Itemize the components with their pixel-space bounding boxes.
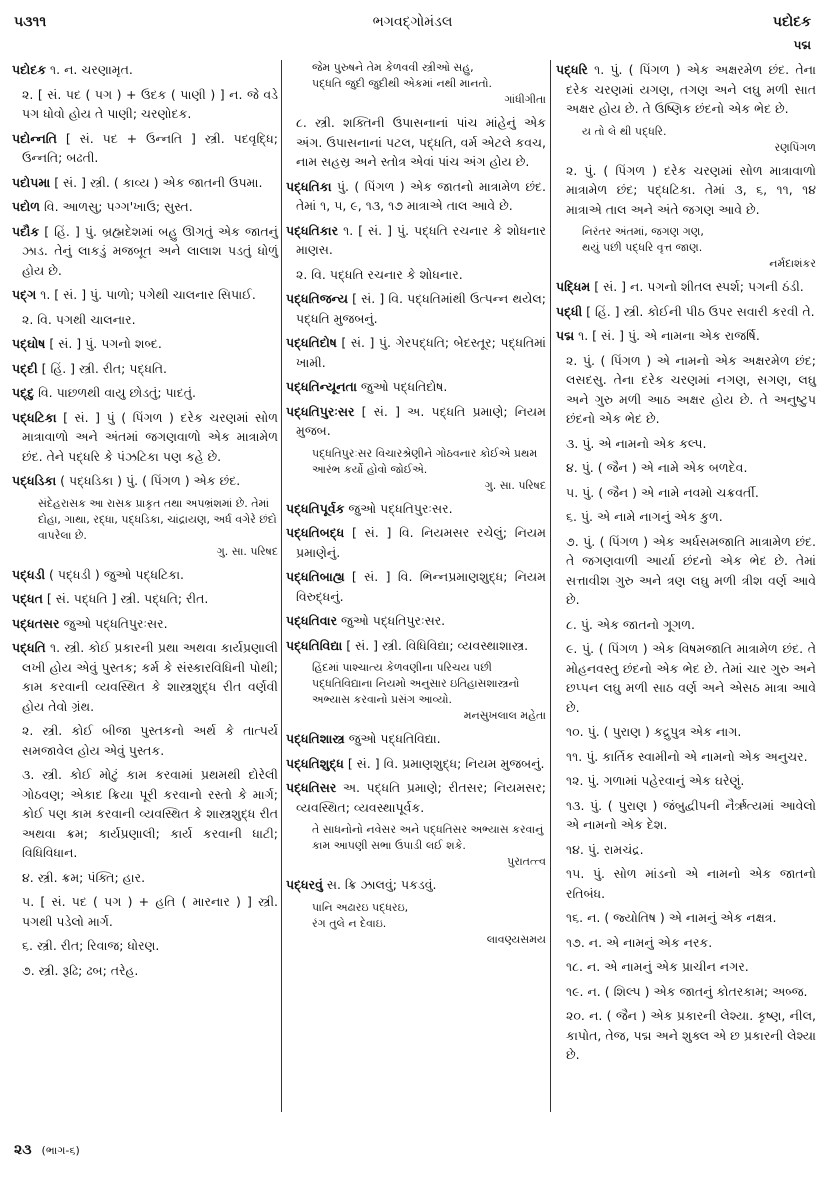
dictionary-entry <box>556 60 816 119</box>
quote-line: સંદેહરાસક આ રાસક પ્રાકૃત તથા અપભ્રંશમાં છે. તેમાં દોહા, ગાથા, રદ્ધા, પદ્ધડિકા, ચાંદ્રાયણ, અર્ધ વગેરે છંદો વાપરેલા છે. <box>38 496 277 542</box>
definition: [ હિં. ] સ્ત્રી. કોઈની પીઠ ઉપર સવારી કરવી તે. <box>582 303 815 319</box>
headword: પદ્ધત <box>12 591 43 606</box>
quote-source: મનસુખલાલ મહેતા <box>463 709 546 722</box>
sense: ૩. પું. એ નામનો એક કલ્પ. <box>566 435 707 451</box>
definition: [ સં. ] પું ( પિંગળ ) દરેક ચરણમાં સોળ માત્રાવાળો અને અંતમાં જગણવાળો એક માત્રામેળ છંદ. તેને પદ્ધરિ કે પંઝટિકા પણ કહે છે. <box>22 409 278 464</box>
definition: [ સં. ] સ્ત્રી. ( કાવ્ય ) એક જાતની ઉપમા. <box>50 174 263 190</box>
citation-quote <box>556 224 816 272</box>
dictionary-entry <box>286 636 546 656</box>
dictionary-entry <box>286 875 546 895</box>
headword: પદ્ધરિ <box>556 62 588 77</box>
definition: ( પદ્ધડિકા ) પું. ( પિંગળ ) એક છંદ. <box>56 473 241 488</box>
sense: ૧૨. પું. ગળામાં પહેરવાનું એક ઘરેણું. <box>566 773 745 788</box>
quote-line: થયું પછી પદ્ધરિ વૃત્ત જાણ. <box>582 241 703 254</box>
column-divider <box>281 60 282 1112</box>
headword: પદ્ધતિબાહ્ય <box>286 569 345 584</box>
book-title: ભગવદ્ગોમંડલ <box>372 14 453 30</box>
definition: [ સં. ] સ્ત્રી. વિધિવિદ્યા; વ્યવસ્થાશાસ્ત્ર. <box>342 637 529 653</box>
dictionary-entry <box>12 173 278 193</box>
sense: ૨. [ સં. પદ ( પગ ) + ઉદક ( પાણી ) ] ન. જે વડે પગ ધોવો હોય તે પાણી; ચરણોદક. <box>22 86 278 121</box>
dictionary-entry <box>12 565 278 585</box>
headword: પદ્ધતસર <box>12 615 60 631</box>
sense: ૩. સ્ત્રી. કોઈ મોટું કામ કરવામાં પ્રથમથી દોરેલી ગોઠવણ; એકાદ ક્રિયા પૂરી કરવાનો રસ્તો કે માર્ગ; કોઈ પણ કામ કરવાની વ્યવસ્થિત કે શાસ્ત્રશુદ્ધ રીત અથવા ક્રમ; કાર્યપ્રણાલી; કાર્ય કરવાની ધાટી; વિધિવિધાન. <box>22 767 278 860</box>
dictionary-entry <box>12 408 278 467</box>
headword: પદ્ધટિકા <box>12 409 57 425</box>
sense: ૧૩. પું. ( પુરાણ ) જંબુદ્વીપની નૈર્ઋત્યમાં આવેલો એ નામનો એક દેશ. <box>566 797 816 832</box>
definition: જુઓ પદ્ધતિપુરઃસર. <box>344 500 453 516</box>
headword: પદોન્નતિ <box>12 130 57 146</box>
sense: ૭. પું. ( પિંગળ ) એક અર્ધસમજાતિ માત્રામેળ છંદ. તે જગણવાળી આર્યા છંદનો એક ભેદ છે. તેમાં સત્તાવીશ ગુરુ અને ત્રણ લઘુ મળી ત્રીશ વર્ણ આવે છે. <box>566 533 816 607</box>
sense: ૮. પું. એક જાતનો ગૂગળ. <box>566 616 695 632</box>
citation-quote <box>286 446 546 494</box>
dictionary-entry <box>286 333 546 372</box>
sense: ૧૬. ન. ( જ્યોતિષ ) એ નામનું એક નક્ષત્ર. <box>566 910 777 925</box>
definition: જુઓ પદ્ધતિપુરઃસર. <box>59 615 168 631</box>
sense: ૧૭. ન. એ નામનું એક નરક. <box>566 934 713 950</box>
headword: પદોળ <box>12 199 40 214</box>
headword: પદ્ધતિદોષ <box>286 335 337 350</box>
definition: [ હિં. ] સ્ત્રી. રીત; પદ્ધતિ. <box>37 360 168 376</box>
definition: [ સં. ] ન. પગનો શીતલ સ્પર્શ; પગની ઠંડી. <box>590 279 804 294</box>
dictionary-entry <box>12 222 278 281</box>
quote-line: નિરંતર અંતમાં, જગણ ગણ, <box>582 225 704 238</box>
page-header <box>0 10 825 50</box>
sense: ૧૧. પું. કાર્તિક સ્વામીનો એ નામનો એક અનુચર. <box>566 748 808 764</box>
citation-quote <box>286 660 546 724</box>
headword: પદ્ધતિકા <box>286 178 332 194</box>
headword: પદોદક <box>12 62 47 77</box>
sense: ૯. પું. ( પિંગળ ) એક વિષમજાતિ માત્રામેળ છંદ. તે મોહનવસ્તુ છંદનો એક ભેદ છે. તેમાં ચાર ગુરુ અને છપ્પન લઘુ મળી સાઠ વર્ણ અને એસઠ માત્રા આવે છે. <box>566 641 816 715</box>
dictionary-entry <box>12 589 278 609</box>
dictionary-entry <box>286 402 546 441</box>
quote-source: નર્મદાશંકર <box>769 257 816 270</box>
sense: ૧૦. પું. ( પુરાણ ) કદ્રુપુત્ર એક નાગ. <box>566 724 742 739</box>
sense: ૧૮. ન. એ નામનું એક પ્રાચીન નગર. <box>566 959 749 974</box>
headword: પદ્ધતિકાર <box>286 222 339 238</box>
citation-quote <box>286 60 546 108</box>
headword: પદ્ધતિવાર <box>286 613 338 628</box>
volume-label: (ભાગ-૬) <box>41 1144 80 1157</box>
sense: ૧૪. પું. રામચંદ્ર. <box>566 841 644 857</box>
quote-line: પદ્ધતિ જુદી જુદીથી એકમાં નથી માનતો. <box>312 77 492 90</box>
definition: [ સં. ] પું. પગનો શબ્દ. <box>45 336 162 351</box>
headword: પદ્ધતિવિદ્યા <box>286 637 343 653</box>
sense: ૫. [ સં. પદ ( પગ ) + હતિ ( મારનાર ) ] સ્ત્રી. પગથી પડેલો માર્ગ. <box>22 894 278 929</box>
definition: જુઓ પદ્ધતિપુરઃસર. <box>337 613 446 628</box>
dictionary-entry <box>12 638 278 716</box>
citation-quote <box>286 900 546 948</box>
quote-source: લાવણ્યસમય <box>486 932 546 946</box>
dictionary-entry <box>286 778 546 817</box>
headword: પદ્ધતિપુરઃસર <box>286 403 355 419</box>
sense: ૨. સ્ત્રી. કોઈ બીજા પુસ્તકનો અર્થ કે તાત્પર્ય સમજાવેલ હોય એવું પુસ્તક. <box>22 723 278 758</box>
definition: જુઓ પદ્ધતિદોષ. <box>356 379 448 394</box>
definition: પું. ( પિંગળ ) એક જાતનો માત્રામેળ છંદ. તેમાં ૧, ૫, ૯, ૧૩, ૧૭ માત્રાએ તાલ આવે છે. <box>296 178 546 213</box>
sense: ૬. સ્ત્રી. રીત; રિવાજ; ધોરણ. <box>22 938 160 953</box>
definition: વિ. પાછળથી વાયુ છોડતું; પાદતું. <box>34 385 196 400</box>
dictionary-entry <box>286 221 546 260</box>
quote-line: તે સાધનોનો નવેસર અને પદ્ધતિસર અભ્યાસ કરવાનું કામ આપણી સભા ઉપાડી લઈ શકે. <box>312 823 544 852</box>
quote-source: પુરાતત્ત્વ <box>507 855 546 868</box>
guide-word-last: પદ્મ <box>793 38 811 52</box>
headword: પદ્ઘોષ <box>12 336 46 351</box>
dictionary-entry <box>286 177 546 216</box>
sheet-number: ૨૩ <box>14 1142 32 1158</box>
headword: પદોપમા <box>12 174 51 190</box>
quote-source: રણપિંગળ <box>774 140 816 154</box>
quote-line: પદ્ધતિપુરઃસર વિચારશ્રેણીને ગોઠવનાર કોઈએ પ્રથમ આરંભ કર્યો હોવો જોઈએ. <box>312 446 538 476</box>
dictionary-entry <box>12 60 278 80</box>
dictionary-entry <box>286 377 546 397</box>
sense: ૭. સ્ત્રી. રૂઢિ; ઢબ; તરેહ. <box>22 962 139 978</box>
headword: પદ્મ <box>556 328 575 343</box>
dictionary-entry <box>12 285 278 305</box>
headword: પદ્ધિમ <box>556 279 591 294</box>
headword: પદ્ધતિ <box>12 640 46 655</box>
headword: પદ્ધી <box>556 303 583 319</box>
definition: [ સં. પદ + ઉન્નતિ ] સ્ત્રી. પદવૃદ્ધિ; ઉન્નતિ; બઢતી. <box>22 130 278 165</box>
definition: ૧. ન. ચરણામૃત. <box>46 62 133 77</box>
column-3 <box>556 60 816 1070</box>
dictionary-entry <box>286 289 546 328</box>
headword: પદ્ધડી <box>12 566 46 582</box>
definition: [ સં. ] વિ. નિયમસર રચેલું; નિયમ પ્રમાણેનું. <box>296 525 546 560</box>
definition: સ. ક્રિ ઝાલવું; પકડવું. <box>322 877 437 892</box>
headword: પદ્દુ <box>12 385 35 400</box>
definition: ૧. સ્ત્રી. કોઈ પ્રકારની પ્રથા અથવા કાર્યપ્રણાલી લખી હોય એવું પુસ્તક; કર્મ કે સંસ્કારવિધિની પોથી; કામ કરવાની વ્યવસ્થિત કે શાસ્ત્રશુદ્ધ રીત વર્ણવી હોય તેવો ગ્રંથ. <box>22 640 278 714</box>
column-divider <box>550 60 551 1112</box>
sense: ૨. વિ. પગથી ચાલનાર. <box>22 311 136 327</box>
definition: અ. પદ્ધતિ પ્રમાણે; રીતસર; નિયમસર; વ્યવસ્થિત; વ્યવસ્થાપૂર્વક. <box>296 780 546 815</box>
headword: પદ્ગ <box>12 287 37 302</box>
headword: પદ્ધતિજન્ય <box>286 291 349 306</box>
dictionary-entry <box>286 499 546 519</box>
headword: પદ્દી <box>12 360 38 376</box>
dictionary-entry <box>12 359 278 379</box>
sense: ૪. પું. ( જૈન ) એ નામે એક બળદેવ. <box>566 460 748 475</box>
headword: પદ્ધરવું <box>286 877 323 892</box>
definition: [ સં. ] વિ. પ્રમાણશુદ્ધ; નિયમ મુજબનું. <box>343 755 545 771</box>
dictionary-entry <box>286 523 546 562</box>
page-number: ૫૩૧૧ <box>14 14 47 30</box>
citation-quote <box>556 124 816 156</box>
headword: પદ્ધતિપૂર્વક <box>286 500 345 516</box>
guide-word-first: પદોદક <box>772 14 811 30</box>
definition: ૧. [ સં. ] પું. એ નામના એક રાજર્ષિ. <box>574 328 760 343</box>
headword: પદ્ધતિસર <box>286 780 337 795</box>
definition: ( પદ્ધડી ) જુઓ પદ્ધટિકા. <box>45 566 184 582</box>
definition: [ સં. ] પું. ગેરપદ્ધતિ; બેદસ્તૂર; પદ્ધતિમાં ખામી. <box>296 335 546 370</box>
headword: પદ્ધતિબદ્ધ <box>286 525 345 540</box>
definition: [ સં. ] અ. પદ્ધતિ પ્રમાણે; નિયમ મુજબ. <box>296 403 546 438</box>
sense: ૪. સ્ત્રી. ક્રમ; પંક્તિ; હાર. <box>22 869 146 885</box>
quote-source: ગુ. સા. પરિષદ <box>216 544 278 558</box>
dictionary-entry <box>12 197 278 217</box>
dictionary-entry <box>12 383 278 403</box>
dictionary-entry <box>12 614 278 634</box>
dictionary-entry <box>556 302 816 322</box>
sense: ૨. વિ. પદ્ધતિ રચનાર કે શોધનાર. <box>296 266 463 282</box>
headword: પદ્ધતિન્યૂનતા <box>286 379 357 394</box>
citation-quote <box>12 496 278 560</box>
sense: ૨૦. ન. ( જૈન ) એક પ્રકારની લેશ્યા. કૃષ્ણ, નીલ, કાપોત, તેજ, પદ્મ અને શુક્લ એ છ પ્રકારની લેશ્યા છે. <box>566 1008 816 1062</box>
dictionary-entry <box>12 129 278 168</box>
dictionary-entry <box>286 754 546 774</box>
definition: [ સં. ] વિ. પદ્ધતિમાંથી ઉત્પન્ન થયેલ; પદ્ધતિ મુજબનું. <box>296 291 546 326</box>
definition: [ સં. ] વિ. ભિન્નપ્રમાણશુદ્ધ; નિયમ વિરુદ્ધનું. <box>296 569 546 604</box>
quote-line: ય તો લે થી પદ્ધરિ. <box>582 124 667 138</box>
definition: જુઓ પદ્ધતિવિદ્યા. <box>344 731 441 746</box>
definition: ૧. પું. ( પિંગળ ) એક અક્ષરમેળ છંદ. તેના દરેક ચરણમાં યગણ, તગણ અને લઘુ મળી સાત અક્ષર હોય છે. તે ઉષ્ણિક છંદનો એક ભેદ છે. <box>566 62 816 116</box>
sense: ૬. પું. એ નામે નાગનું એક કુળ. <box>566 509 723 524</box>
column-2 <box>286 60 546 953</box>
definition: [ હિં. ] પું. બ્રહ્મદેશમાં બહુ ઊગતું એક જાતનું ઝાડ. તેનું લાકડું મજબૂત અને લાલાશ પડતું ધોળું હોય છે. <box>22 223 278 278</box>
dictionary-entry <box>556 277 816 297</box>
headword: પદ્ધતિશાસ્ત્ર <box>286 731 345 746</box>
sense: ૧૯. ન. ( શિલ્પ ) એક જાતનું કોતરકામ; અબ્જ. <box>566 983 808 999</box>
dictionary-entry <box>286 567 546 606</box>
definition: ૧. [ સં. ] પું. પાળો; પગેથી ચાલનાર સિપાઈ. <box>36 287 256 302</box>
sense: ૮. સ્ત્રી. શક્તિની ઉપાસનાનાં પાંચ માંહેનું એક અંગ. ઉપાસનાનાં પટલ, પદ્ધતિ, વર્મ એટલે કવચ, નામ સહસ્ર અને સ્તોત્ર એવાં પાંચ અંગ હોય છે. <box>296 115 546 169</box>
headword: પદ્ધતિશુદ્ધ <box>286 755 344 771</box>
headword: પદ્ધડિકા <box>12 473 57 488</box>
headword: પદૌક <box>12 223 40 239</box>
quote-line: જેમ પુરુષને તેમ કેળવવી સ્ત્રીઓ સહુ, <box>312 61 474 74</box>
page-footer <box>14 1142 80 1158</box>
quote-line: રંગ તુલે ન દેવાઇ. <box>312 916 387 930</box>
dictionary-entry <box>12 334 278 354</box>
quote-source: ગુ. સા. પરિષદ <box>484 478 546 492</box>
sense: ૧૫. પું. સોળ માંડનો એ નામનો એક જાતનો રતિબંધ. <box>566 866 816 901</box>
dictionary-entry <box>286 729 546 749</box>
column-1 <box>12 60 278 985</box>
dictionary-entry <box>556 326 816 346</box>
sense: ૨. પું. ( પિંગળ ) દરેક ચરણમાં સોળ માત્રાવાળો માત્રામેળ છંદ; પદ્ધટિકા. તેમાં ૩, ૬, ૧૧, ૧૪ માત્રાએ તાલ અને અંતે જગણ આવે છે. <box>566 162 816 217</box>
quote-line: હિંદમાં પાશ્ચાત્ય કેળવણીના પરિચય પછી પદ્ધતિવિદ્યાના નિયમો અનુસાર ઇતિહાસશાસ્ત્રનો અભ્યાસ કરવાનો પ્રસંગ આવ્યો. <box>312 661 520 706</box>
definition: [ સં. પદ્ધતિ ] સ્ત્રી. પદ્ધતિ; રીત. <box>42 591 209 606</box>
sense: ૫. પું. ( જૈન ) એ નામે નવમો ચક્રવર્તી. <box>566 484 759 500</box>
dictionary-entry <box>12 471 278 491</box>
citation-quote <box>286 822 546 870</box>
quote-source: ગાંધીગીતા <box>504 93 546 106</box>
sense: ૨. પું. ( પિંગળ ) એ નામનો એક અક્ષરમેળ છંદ; લસદસુ. તેના દરેક ચરણમાં નગણ, સગણ, લઘુ અને ગુરુ મળી આઠ અક્ષર હોય છે. તે અનુષ્ટુપ છંદનો એક ભેદ છે. <box>566 352 816 426</box>
definition: ૧. [ સં. ] પું. પદ્ધતિ રચનાર કે શોધનાર માણસ. <box>296 222 546 257</box>
dictionary-entry <box>286 611 546 631</box>
definition: વિ. આળસુ; પગ્ગ'ખાઉ; સુસ્ત. <box>39 199 193 214</box>
quote-line: પાનિ અઢારઇ પદ્ધરઇ, <box>312 900 409 914</box>
